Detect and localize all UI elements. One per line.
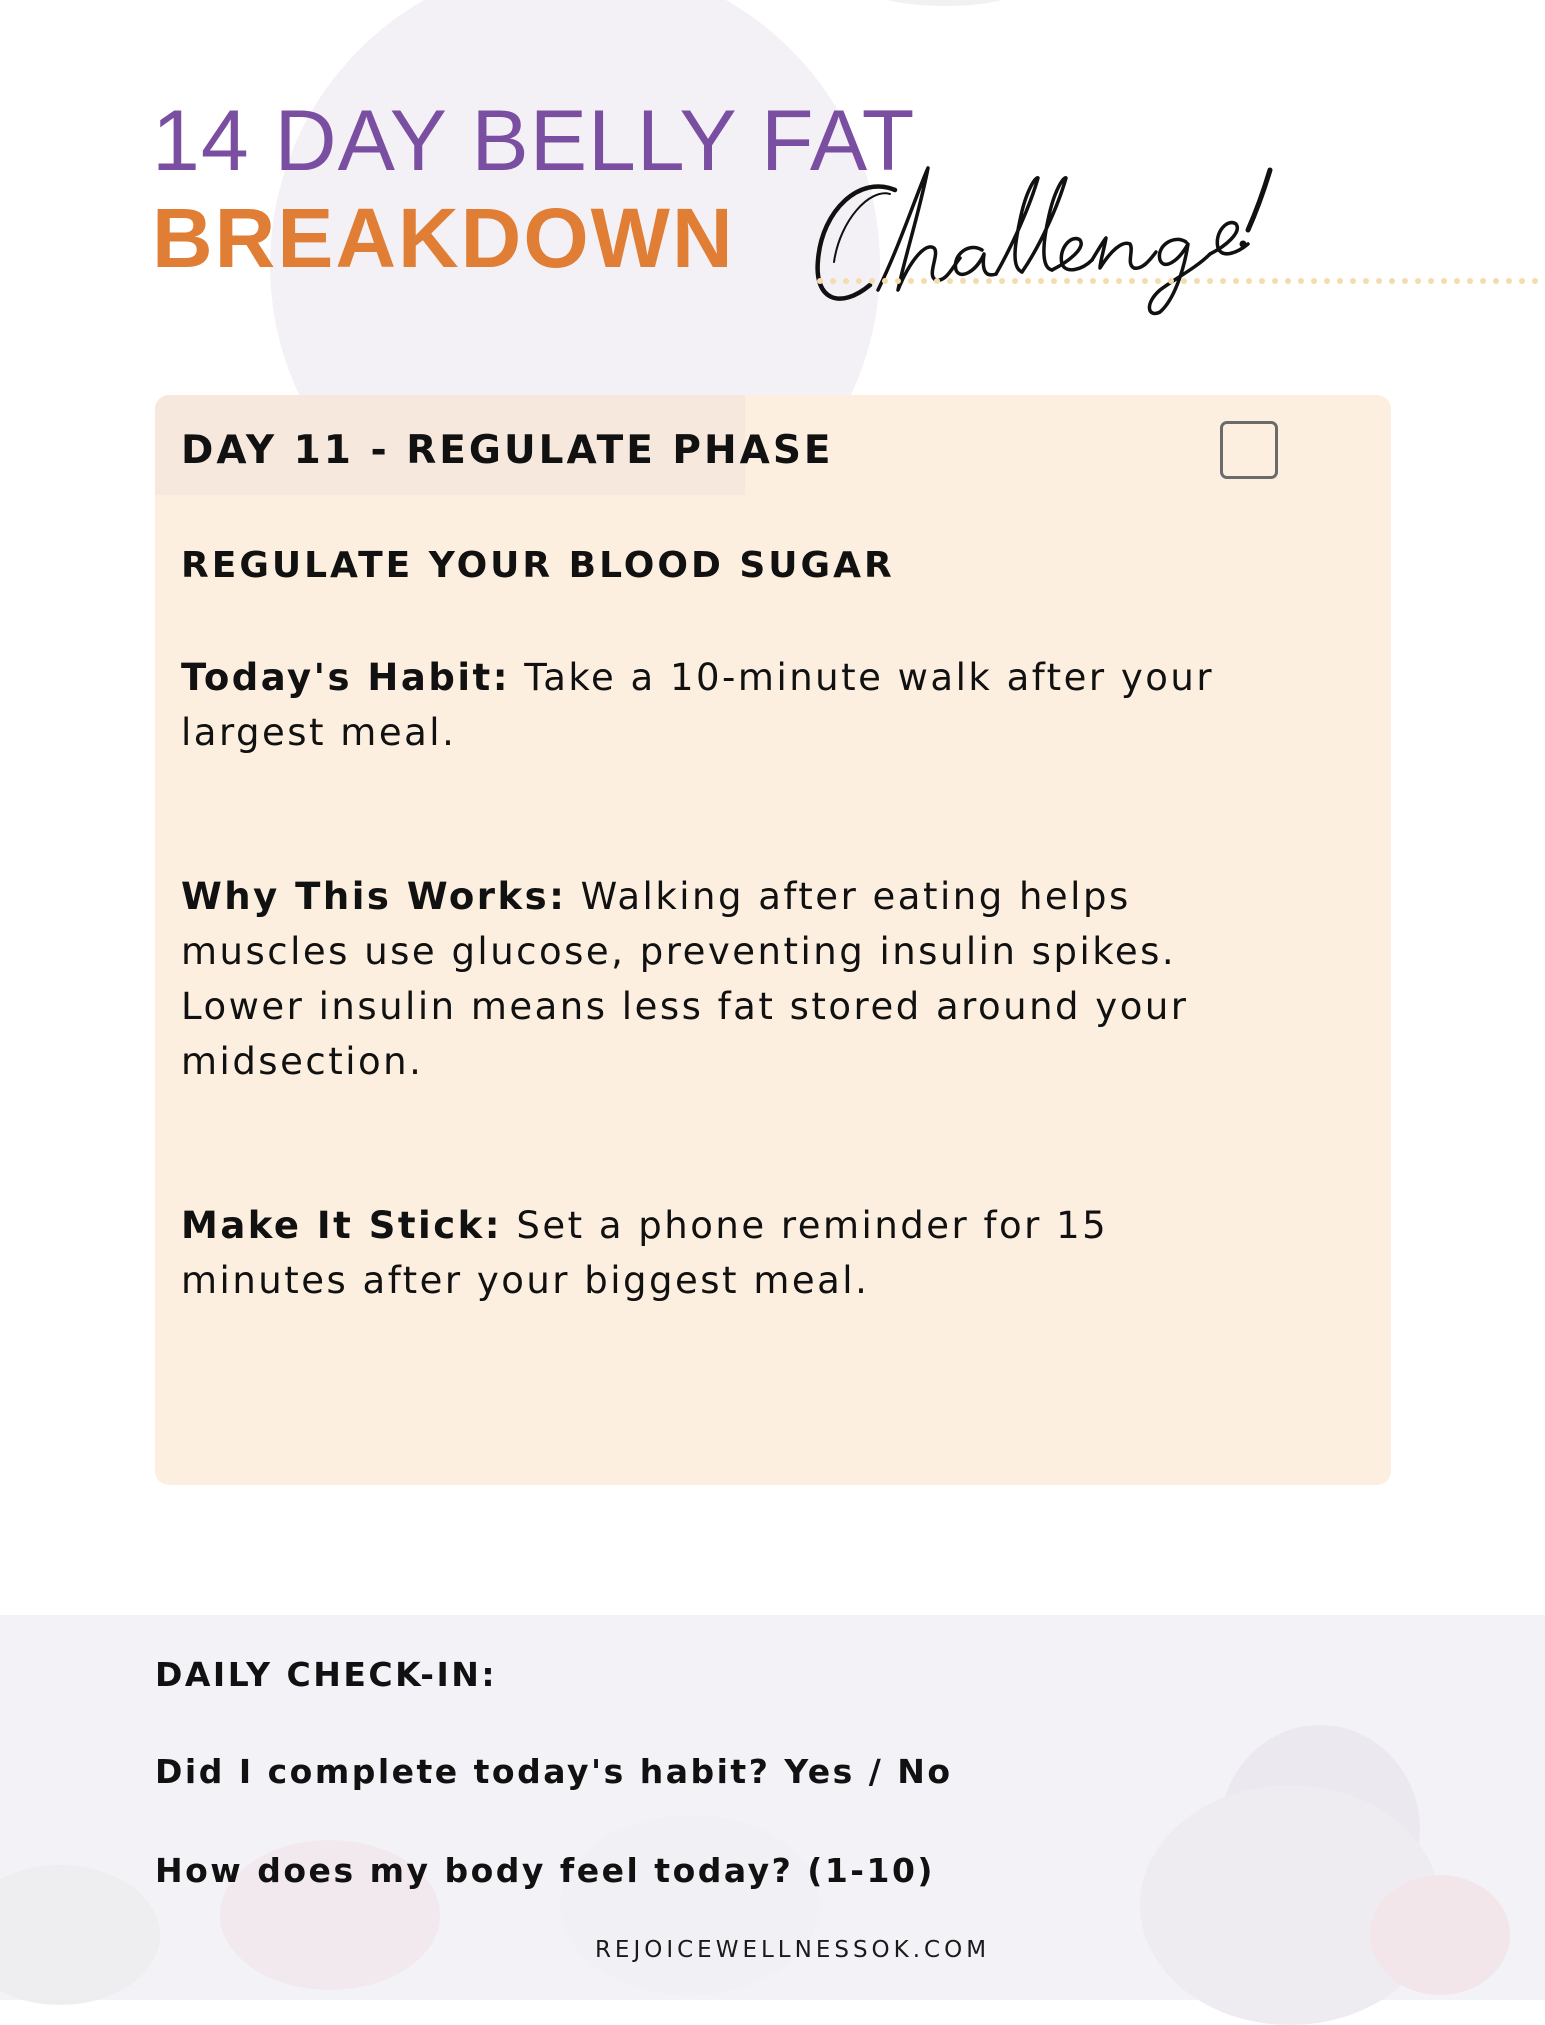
title-line-2: BREAKDOWN [152,191,735,285]
todays-habit [181,650,1221,760]
why-this-works [181,869,1221,1089]
title-line-1: 14 DAY BELLY FAT [152,93,916,189]
dotted-divider [815,276,1545,286]
todays-habit-label: Today's Habit: [181,656,510,699]
make-it-stick-text: Set a phone reminder for 15 minutes after your biggest meal. [181,1204,1109,1302]
background-photo-blur [0,1865,160,2005]
day-title: DAY 11 - REGULATE PHASE [181,428,834,473]
todays-habit-text: Take a 10-minute walk after your largest meal. [181,656,1215,754]
background-photo-blur [560,1815,820,1995]
background-photo-blur [1370,1875,1510,1995]
why-this-works-text: Walking after eating helps muscles use glucose, preventing insulin spikes. Lower insulin means less fat stored around your midsection. [181,875,1189,1083]
completion-checkbox[interactable] [1220,421,1278,479]
make-it-stick-label: Make It Stick: [181,1204,503,1247]
make-it-stick [181,1198,1221,1308]
footer-website: REJOICEWELLNESSOK.COM [594,1937,991,1963]
card-subtitle: REGULATE YOUR BLOOD SUGAR [181,545,895,586]
checkin-question-habit: Did I complete today's habit? Yes / No [155,1752,953,1791]
why-this-works-label: Why This Works: [181,875,567,918]
background-arc [870,0,1020,6]
challenge-script-title [800,150,1380,320]
checkin-title: DAILY CHECK-IN: [155,1655,498,1694]
checkin-question-body: How does my body feel today? (1-10) [155,1851,936,1890]
